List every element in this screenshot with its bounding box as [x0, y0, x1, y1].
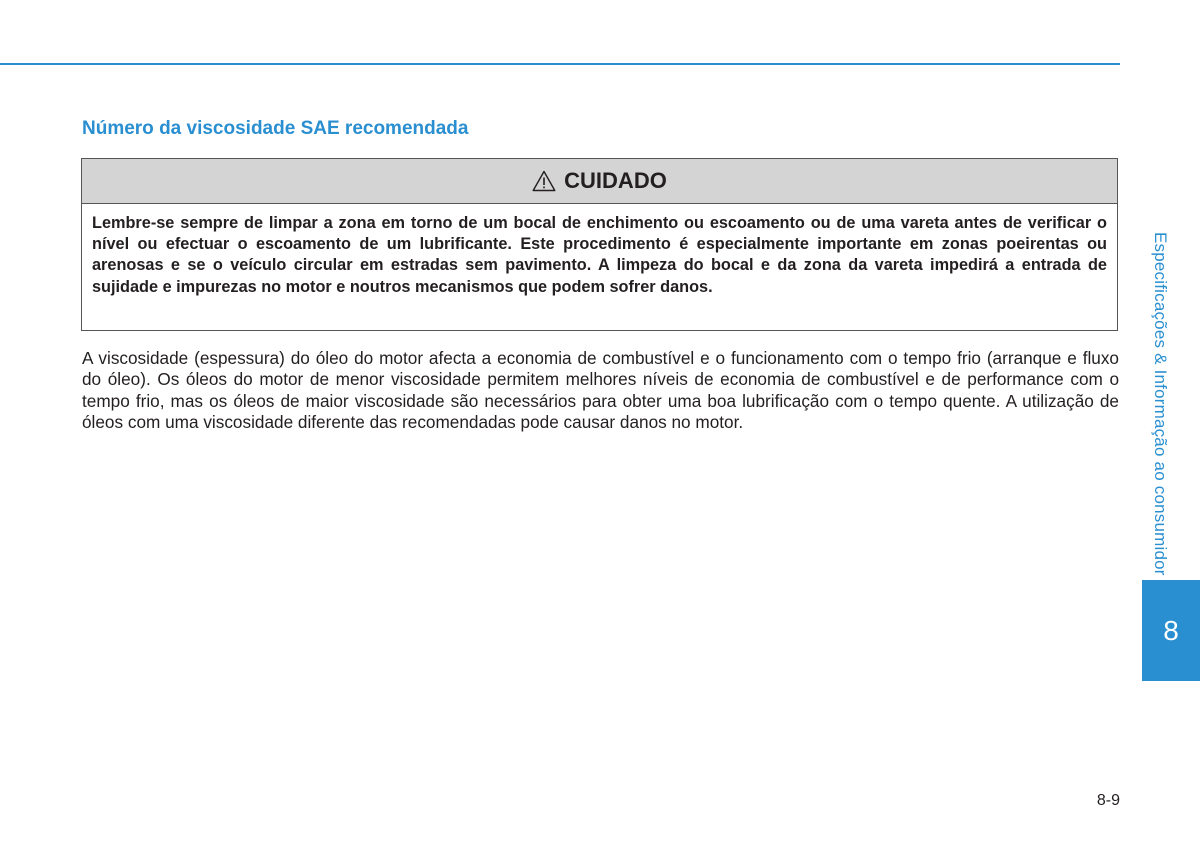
caution-text: Lembre-se sempre de limpar a zona em torno de um bocal de enchimento ou escoamento ou de uma vareta antes de verificar o nível ou efectuar o escoamento de um lubrificante. Este procedimento é especialmente importante em zonas poeirentas ou arenosas e se o veículo circular em estradas sem pavimento. A limpeza do bocal e da zona da vareta impedirá a entrada de sujidade e impurezas no motor e noutros mecanismos que podem sofrer danos. [92, 214, 1107, 296]
top-rule [0, 63, 1120, 65]
caution-box [81, 158, 1118, 331]
warning-triangle-icon [532, 170, 556, 192]
body-paragraph: A viscosidade (espessura) do óleo do motor afecta a economia de combustível e o funcionamento com o tempo frio (arranque e fluxo do óleo). Os óleos do motor de menor viscosidade permitem melhores níveis de economia de combustível e de performance com o tempo frio, mas os óleos de maior viscosidade são necessários para obter uma boa lubrificação com o tempo quente. A utilização de óleos com uma viscosidade diferente das recomendadas pode causar danos no motor. [82, 348, 1119, 433]
chapter-tab: 8 [1142, 580, 1200, 681]
chapter-title-text: Especificações & Informação ao consumidor [1151, 232, 1170, 576]
section-heading: Número da viscosidade SAE recomendada [82, 118, 469, 139]
caution-title: CUIDADO [564, 168, 667, 193]
chapter-side-title [1130, 232, 1190, 597]
caution-header [82, 159, 1117, 204]
page-number: 8-9 [1096, 792, 1120, 809]
